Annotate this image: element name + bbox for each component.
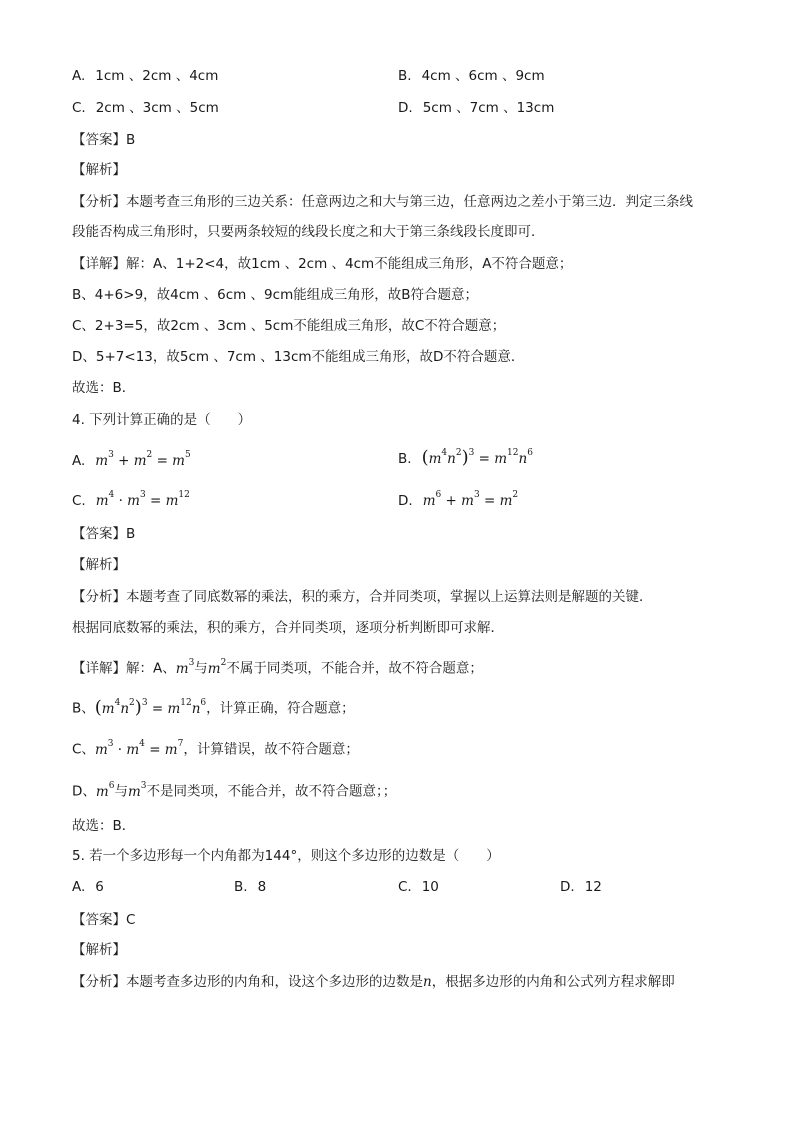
q3-fenxi-line2: 段能否构成三角形时，只要两条较短的线段长度之和大于第三条线段长度即可． bbox=[72, 224, 545, 240]
text: 与 bbox=[194, 660, 208, 677]
formula: $m^3 + m^2 = m^5$ bbox=[95, 450, 191, 469]
q4-xiangjie-a bbox=[72, 655, 483, 679]
q3-xiangjie-d: D、5+7<13，故5cm 、7cm 、13cm不能组成三角形，故D不符合题意． bbox=[72, 349, 525, 365]
option-text: 4cm 、6cm 、9cm bbox=[421, 68, 545, 84]
option-label: D. bbox=[398, 100, 413, 116]
q4-stem: 4. 下列计算正确的是（ ） bbox=[72, 412, 252, 428]
q4-option-a bbox=[72, 447, 191, 471]
q3-fenxi-line1: 【分析】本题考查三角形的三边关系：任意两边之和大与第三边，任意两边之差小于第三边．判定三条线 bbox=[72, 194, 693, 210]
option-text: 6 bbox=[95, 879, 104, 895]
q4-fenxi-line2: 根据同底数幂的乘法，积的乘方，合并同类项，逐项分析判断即可求解． bbox=[72, 620, 504, 636]
formula: $m^3$ bbox=[175, 658, 195, 677]
q3-option-b bbox=[398, 66, 545, 86]
option-text: 2cm 、3cm 、5cm bbox=[95, 100, 219, 116]
option-label: B. bbox=[234, 879, 248, 895]
text: 【详解】解：A、 bbox=[72, 660, 176, 677]
q3-conclusion: 故选：B． bbox=[72, 380, 136, 396]
q4-option-d bbox=[398, 487, 518, 511]
q5-option-a bbox=[72, 877, 104, 897]
formula: $m^6 + m^3 = m^2$ bbox=[422, 490, 519, 509]
option-label: A. bbox=[72, 879, 86, 895]
text: 与 bbox=[114, 783, 128, 800]
q3-option-a bbox=[72, 66, 218, 86]
q4-analysis-head: 【解析】 bbox=[72, 557, 126, 573]
formula: $m^6$ bbox=[95, 781, 115, 800]
q3-xiangjie-b: B、4+6>9，故4cm 、6cm 、9cm能组成三角形，故B符合题意； bbox=[72, 287, 478, 303]
q5-answer: 【答案】C bbox=[72, 912, 136, 928]
text: B、 bbox=[72, 700, 95, 717]
q5-analysis-head: 【解析】 bbox=[72, 942, 126, 958]
option-label: C. bbox=[72, 492, 86, 509]
q3-analysis-head: 【解析】 bbox=[72, 162, 126, 178]
q4-xiangjie-c bbox=[72, 736, 359, 760]
q4-answer: 【答案】B bbox=[72, 526, 136, 542]
option-label: D. bbox=[398, 492, 413, 509]
option-label: B. bbox=[398, 68, 412, 84]
option-text: 1cm 、2cm 、4cm bbox=[95, 68, 219, 84]
q5-option-b bbox=[234, 877, 266, 897]
option-label: D. bbox=[560, 879, 575, 895]
text: ，计算正确，符合题意； bbox=[206, 700, 355, 717]
q3-option-c bbox=[72, 98, 219, 118]
q4-xiangjie-d bbox=[72, 778, 396, 802]
option-label: C. bbox=[72, 100, 86, 116]
option-label: B. bbox=[398, 450, 412, 467]
q5-option-d bbox=[560, 877, 602, 897]
formula: $m^4 \cdot m^3 = m^{12}$ bbox=[95, 490, 190, 509]
text: 【分析】本题考查多边形的内角和，设这个多边形的边数是 bbox=[72, 974, 423, 990]
text: D、 bbox=[72, 783, 96, 800]
q5-stem: 5. 若一个多边形每一个内角都为144°，则这个多边形的边数是（ ） bbox=[72, 848, 500, 864]
formula: n bbox=[423, 974, 432, 990]
option-label: A. bbox=[72, 452, 86, 469]
q4-option-c bbox=[72, 487, 190, 511]
q4-fenxi-line1: 【分析】本题考查了同底数幂的乘法，积的乘方，合并同类项，掌握以上运算法则是解题的关键． bbox=[72, 589, 653, 605]
text: C、 bbox=[72, 741, 95, 758]
option-label: C. bbox=[398, 879, 412, 895]
q3-xiangjie-c: C、2+3=5，故2cm 、3cm 、5cm不能组成三角形，故C不符合题意； bbox=[72, 318, 506, 334]
q5-fenxi bbox=[72, 972, 675, 992]
formula: $m^3$ bbox=[127, 781, 147, 800]
text: ，根据多边形的内角和公式列方程求解即 bbox=[431, 974, 675, 990]
q4-option-b bbox=[398, 445, 533, 469]
option-text: 5cm 、7cm 、13cm bbox=[422, 100, 555, 116]
option-text: 12 bbox=[584, 879, 602, 895]
formula: $(m^4n^2)^3 = m^{12}n^6$ bbox=[421, 446, 533, 468]
q3-option-d bbox=[398, 98, 554, 118]
text: 不属于同类项，不能合并，故不符合题意； bbox=[226, 660, 483, 677]
formula: $(m^4n^2)^3 = m^{12}n^6$ bbox=[94, 696, 207, 718]
q3-answer: 【答案】B bbox=[72, 132, 136, 148]
text: ，计算错误，故不符合题意； bbox=[183, 741, 359, 758]
text: 不是同类项，不能合并，故不符合题意；； bbox=[146, 783, 397, 800]
formula: $m^2$ bbox=[207, 658, 227, 677]
q4-conclusion: 故选：B． bbox=[72, 818, 136, 834]
q4-xiangjie-b bbox=[72, 695, 355, 719]
q5-option-c bbox=[398, 877, 439, 897]
option-text: 8 bbox=[257, 879, 267, 895]
formula: $m^3 \cdot m^4 = m^7$ bbox=[94, 739, 184, 758]
option-label: A. bbox=[72, 68, 86, 84]
option-text: 10 bbox=[421, 879, 439, 895]
q3-xiangjie-a: 【详解】解：A、1+2<4，故1cm 、2cm 、4cm不能组成三角形，A不符合题意； bbox=[72, 256, 573, 272]
